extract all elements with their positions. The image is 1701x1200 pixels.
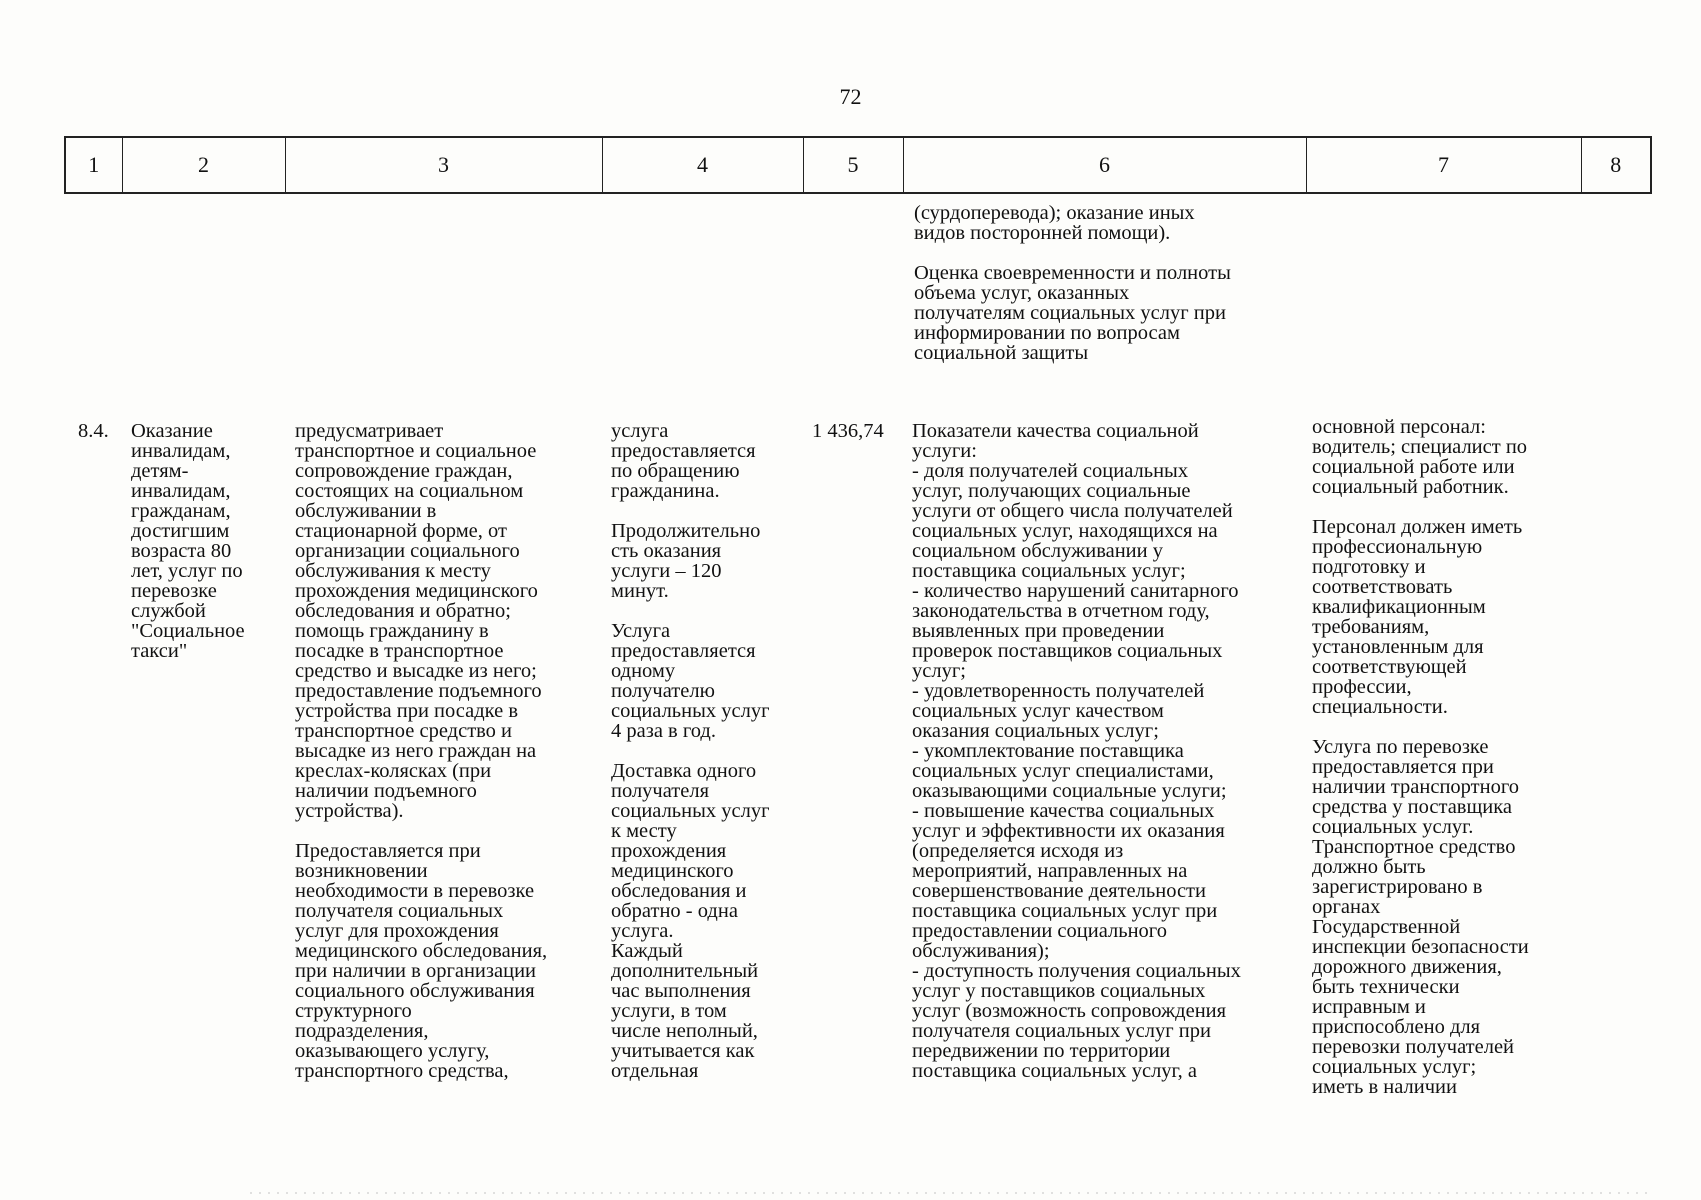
continuation-col6-paragraph-1: (сурдоперевода); оказание иных видов посторонней помощи).: [914, 202, 1195, 244]
row-number: 8.4.: [78, 420, 109, 442]
continuation-col6-paragraph-2: Оценка своевременности и полноты объема услуг, оказанных получателям социальных услуг при информировании по вопросам социальной защиты: [914, 262, 1231, 364]
header-col-7: 7: [1306, 137, 1581, 193]
col3-paragraph-2: Предоставляется при возникновении необходимости в перевозке получателя социальных услуг для прохождения медицинского обследования, при наличии в организации социального обслуживания структурного подразделения, оказывающего услугу, транспортного средства,: [295, 840, 548, 1082]
row-col4-conditions: [611, 421, 811, 1081]
header-col-1: 1: [65, 137, 122, 193]
col4-paragraph-1: услуга предоставляется по обращению гражданина.: [611, 420, 756, 502]
header-col-4: 4: [602, 137, 803, 193]
col4-paragraph-4: Доставка одного получателя социальных услуг к месту прохождения медицинского обследования и обратно - одна услуга. Каждый дополнительный час выполнения услуги, в том числе неполный, учитывается как отдельная: [611, 760, 770, 1082]
col7-paragraph-2: Персонал должен иметь профессиональную подготовку и соответствовать квалификационным требованиям, установленным для соответствующей профессии, специальности.: [1312, 516, 1523, 718]
row-col6-quality-indicators: [912, 421, 1317, 1081]
scan-artifact-line: [250, 1192, 1650, 1194]
table-header: [64, 136, 1652, 194]
col3-paragraph-1: предусматривает транспортное и социальное сопровождение граждан, состоящих на социальном обслуживании в стационарной форме, от организации социального обслуживания к месту прохождения медицинского обследования и обратно; помощь гражданину в посадке в транспортное средство и высадке из него; предоставление подъемного устройства при посадке в транспортное средство и высадке из него граждан на креслах-колясках (при наличии подъемного устройства).: [295, 420, 542, 822]
col7-paragraph-3: Услуга по перевозке предоставляется при наличии транспортного средства у поставщика социальных услуг. Транспортное средство должно быть зарегистрировано в органах Государственной инспекции безопасности дорожного движения, быть технически исправным и приспособлено для перевозки получателей социальных услуг; иметь в наличии: [1312, 736, 1529, 1098]
header-col-2: 2: [122, 137, 285, 193]
row-col3-description: [295, 421, 605, 1081]
header-col-5: 5: [803, 137, 903, 193]
table-header-row: [65, 137, 1651, 193]
service-name-text: Оказание инвалидам, детям- инвалидам, гражданам, достигшим возраста 80 лет, услуг по перевозке службой "Социальное такси": [131, 420, 245, 662]
col4-paragraph-3: Услуга предоставляется одному получателю социальных услуг 4 раза в год.: [611, 620, 770, 742]
continuation-col6: [914, 203, 1314, 363]
header-col-6: 6: [903, 137, 1306, 193]
header-col-3: 3: [285, 137, 602, 193]
row-col2-service-name: [131, 421, 291, 661]
row-col7-requirements: [1312, 417, 1582, 1097]
header-col-8: 8: [1581, 137, 1651, 193]
row-col5-tariff: 1 436,74: [812, 420, 884, 442]
col4-paragraph-2: Продолжительно сть оказания услуги – 120 минут.: [611, 520, 761, 602]
page-number: 72: [839, 84, 862, 109]
col7-paragraph-1: основной персонал: водитель; специалист по социальной работе или социальный работник.: [1312, 416, 1528, 498]
col6-paragraph-1: Показатели качества социальной услуги: - доля получателей социальных услуг, получающих социальные услуги от общего числа получателей социальных услуг, находящихся на социальном обслуживании у поставщика социальных услуг; - количество нарушений санитарного законодательства в отчетном году, выявленных при проведении проверок поставщиков социальных услуг; - удовлетворенность получателей социальных услуг качеством оказания социальных услуг; - укомплектование поставщика социальных услуг специалистами, оказывающими социальные услуги; - повышение качества социальных услуг и эффективности их оказания (определяется исходя из мероприятий, направленных на совершенствование деятельности поставщика социальных услуг при предоставлении социального обслуживания); - доступность получения социальных услуг у поставщиков социальных услуг (возможность сопровождения получателя социальных услуг при передвижении по территории поставщика социальных услуг, а: [912, 420, 1241, 1082]
